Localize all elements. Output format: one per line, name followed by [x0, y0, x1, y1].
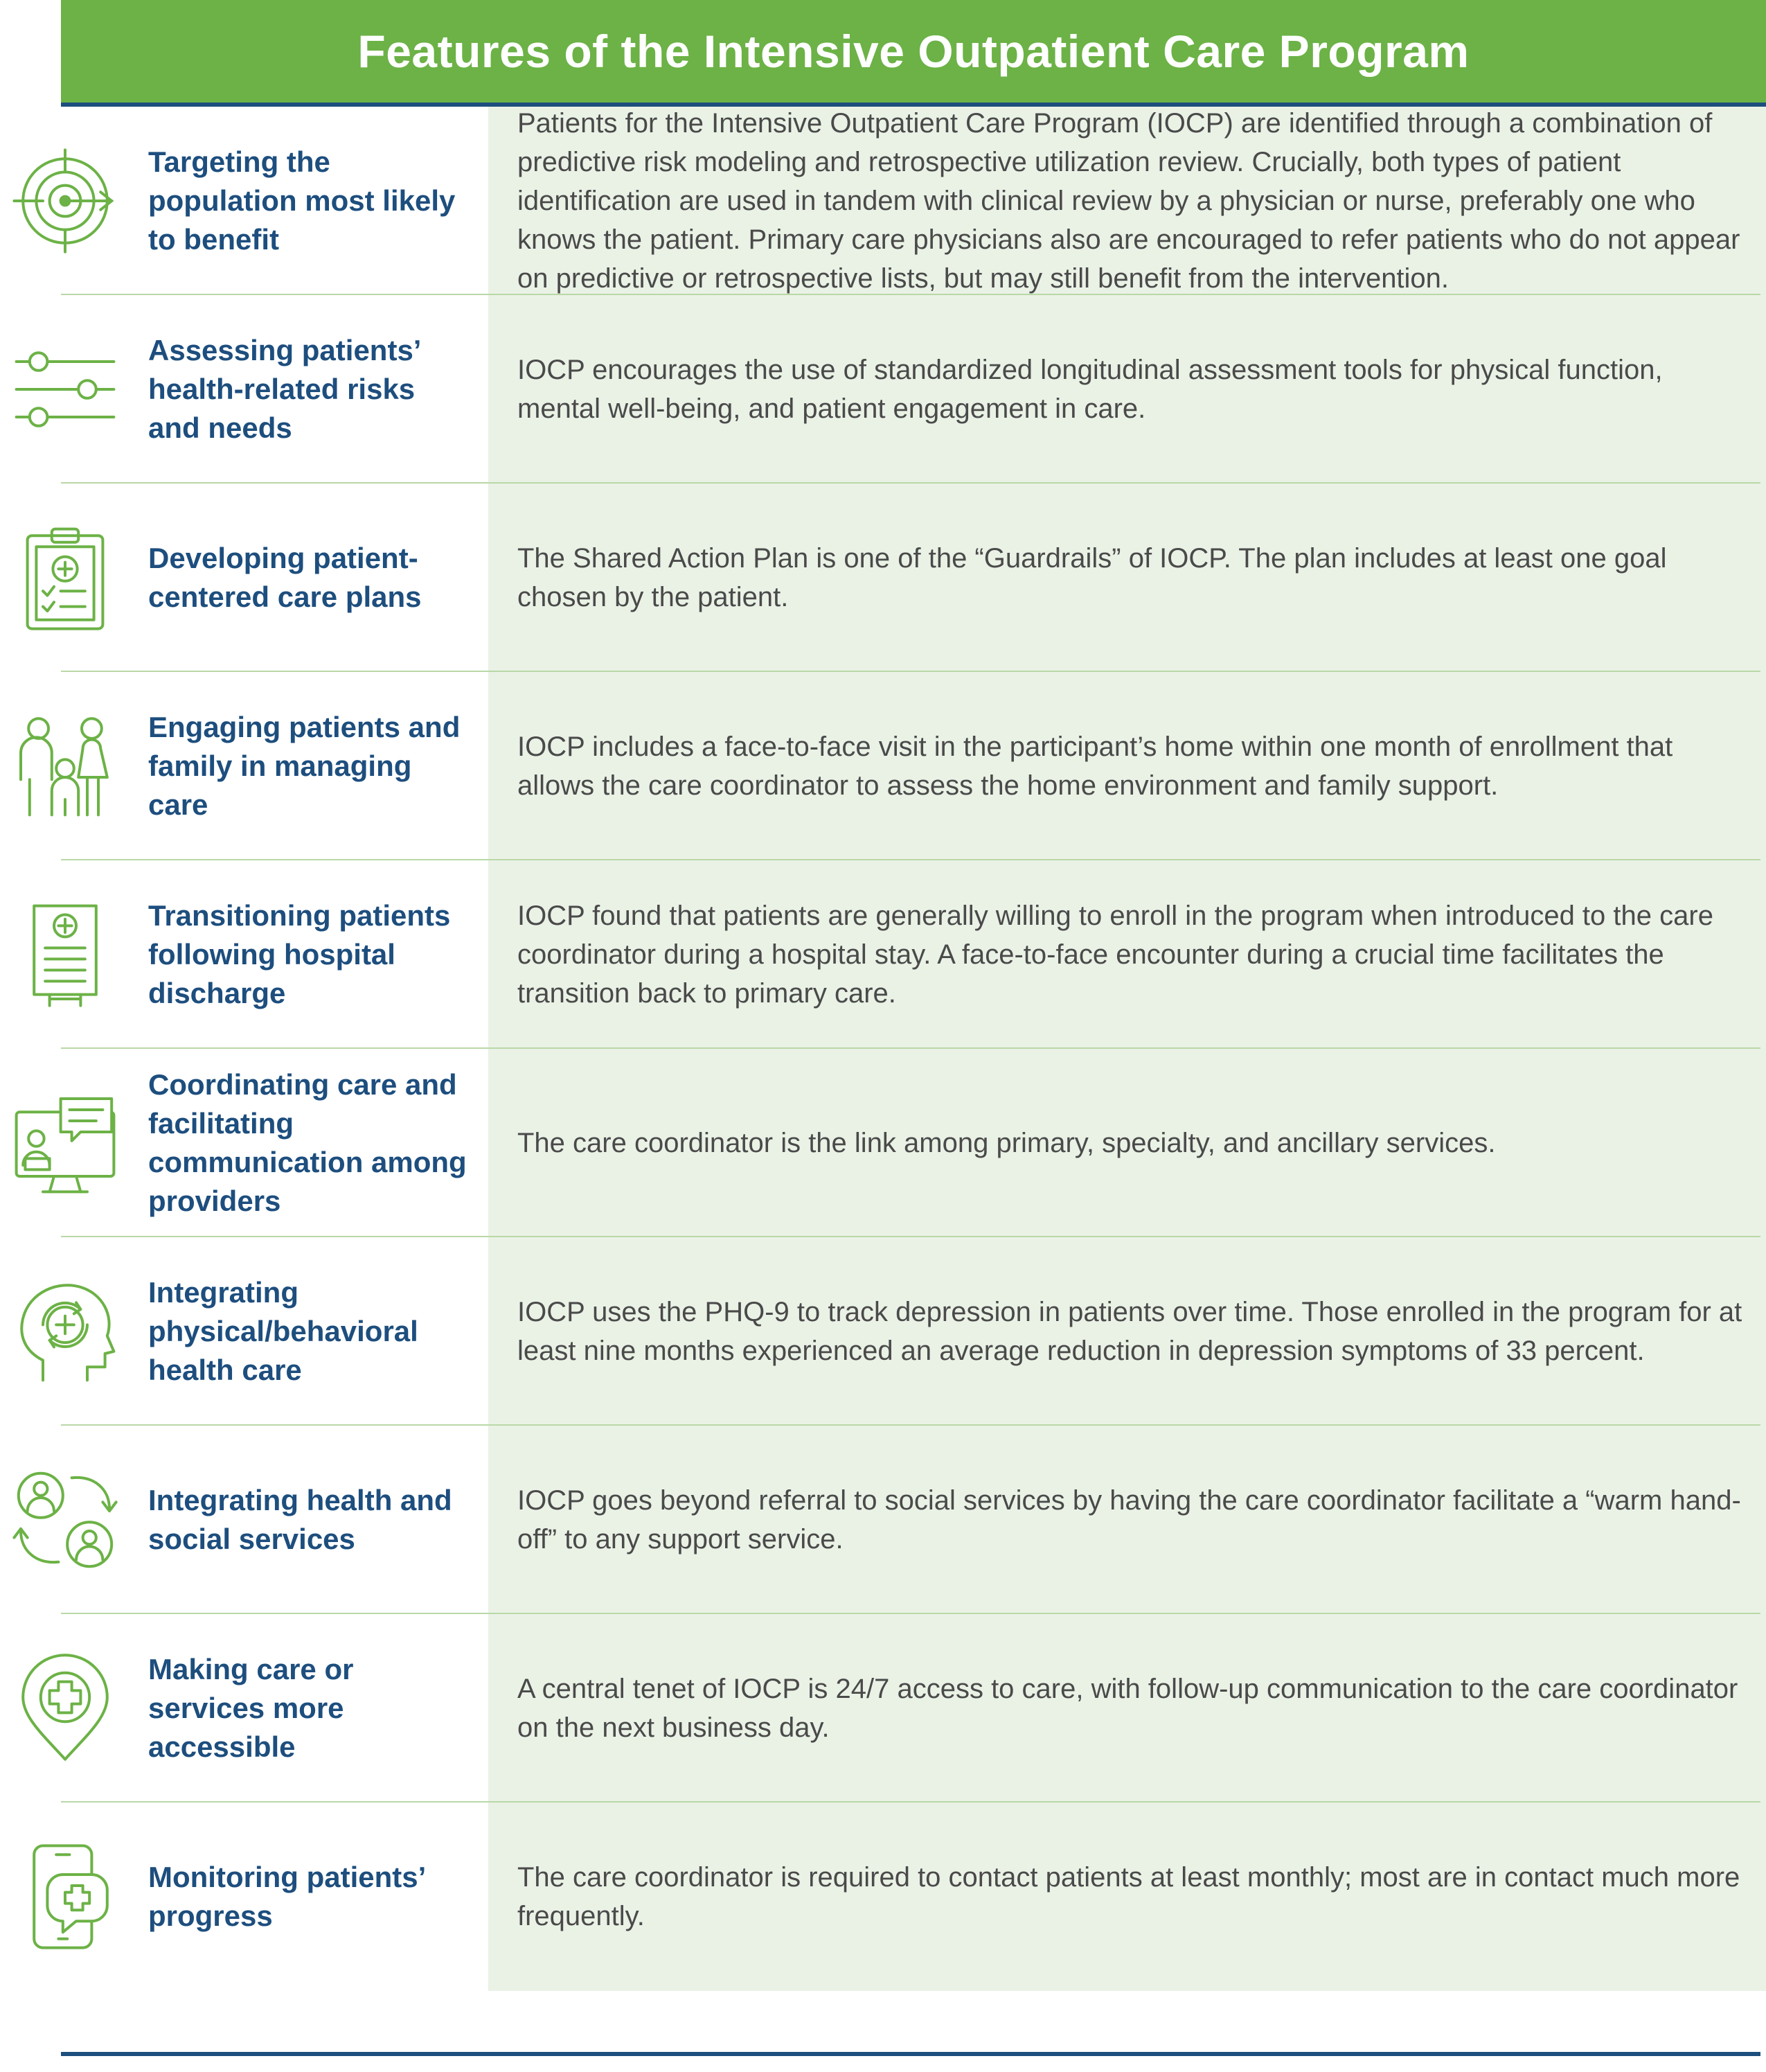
title-banner	[61, 0, 1766, 107]
feature-description: The care coordinator is the link among primary, specialty, and ancillary services.	[517, 1128, 1496, 1158]
description-cell	[488, 295, 1766, 484]
table-row	[0, 107, 1766, 295]
feature-label: Coordinating care and facilitating communication among providers	[148, 1068, 467, 1217]
feature-label: Assessing patients’ health-related risks and needs	[148, 334, 420, 444]
description-cell	[488, 484, 1766, 672]
target-icon	[10, 145, 121, 256]
monitor-chat-icon	[10, 1088, 121, 1198]
feature-description: IOCP encourages the use of standardized longitudinal assessment tools for physical function, mental well-being, and patient engagement in care.	[517, 355, 1663, 424]
table-row	[0, 1237, 1766, 1426]
feature-label: Developing patient-centered care plans	[148, 542, 422, 613]
feature-label: Engaging patients and family in managing care	[148, 711, 461, 821]
feature-cell	[0, 484, 488, 672]
feature-cell	[0, 1049, 488, 1237]
feature-description: A central tenet of IOCP is 24/7 access to care, with follow-up communication to the care coordinator on the next business day.	[517, 1674, 1738, 1743]
table-row	[0, 860, 1766, 1049]
head-plus-icon	[10, 1276, 121, 1387]
feature-description: IOCP includes a face-to-face visit in the participant’s home within one month of enrollment that allows the care coordinator to assess the home environment and family support.	[517, 732, 1673, 801]
feature-table	[0, 107, 1766, 1991]
feature-description: The care coordinator is required to contact patients at least monthly; most are in contact much more frequently.	[517, 1862, 1740, 1931]
feature-cell	[0, 860, 488, 1049]
table-row	[0, 1614, 1766, 1803]
description-cell	[488, 1049, 1766, 1237]
feature-label: Integrating physical/behavioral health care	[148, 1276, 418, 1386]
feature-cell	[0, 672, 488, 860]
feature-label: Making care or services more accessible	[148, 1653, 354, 1763]
feature-description: IOCP uses the PHQ-9 to track depression in patients over time. Those enrolled in the program for at least nine months experienced an average reduction in depression symptoms of 33 percent.	[517, 1297, 1742, 1366]
feature-description: The Shared Action Plan is one of the “Guardrails” of IOCP. The plan includes at least one goal chosen by the patient.	[517, 543, 1667, 612]
description-cell	[488, 1237, 1766, 1426]
description-cell	[488, 1803, 1766, 1991]
feature-label: Targeting the population most likely to benefit	[148, 145, 456, 256]
hospital-chart-icon	[10, 899, 121, 1010]
bottom-rule	[61, 2052, 1760, 2056]
description-cell	[488, 860, 1766, 1049]
table-row	[0, 484, 1766, 672]
feature-description: IOCP goes beyond referral to social services by having the care coordinator facilitate a “warm hand-off” to any support service.	[517, 1485, 1741, 1555]
feature-description: IOCP found that patients are generally willing to enroll in the program when introduced to the care coordinator during a hospital stay. A face-to-face encounter during a crucial time facilitates the transition back to primary care.	[517, 901, 1713, 1009]
feature-cell	[0, 1237, 488, 1426]
feature-cell	[0, 107, 488, 295]
description-cell	[488, 672, 1766, 860]
feature-cell	[0, 1614, 488, 1803]
table-row	[0, 1049, 1766, 1237]
page-title: Features of the Intensive Outpatient Care Program	[357, 26, 1470, 77]
feature-label: Transitioning patients following hospital discharge	[148, 899, 451, 1009]
people-exchange-icon	[10, 1464, 121, 1575]
feature-label: Monitoring patients’ progress	[148, 1861, 425, 1932]
phone-plus-icon	[10, 1841, 121, 1952]
description-cell	[488, 1426, 1766, 1614]
table-row	[0, 672, 1766, 860]
feature-description: Patients for the Intensive Outpatient Care Program (IOCP) are identified through a combination of predictive risk modeling and retrospective utilization review. Crucially, both types of patient identification are used in tandem with clinical review by a physician or nurse, preferably one who knows the patient. Primary care physicians also are encouraged to refer patients who do not appear on predictive or retrospective lists, but may still benefit from the intervention.	[517, 108, 1740, 294]
description-cell	[488, 107, 1766, 295]
description-cell	[488, 1614, 1766, 1803]
location-plus-icon	[10, 1653, 121, 1764]
table-row	[0, 1426, 1766, 1614]
clipboard-icon	[10, 522, 121, 633]
feature-label: Integrating health and social services	[148, 1484, 452, 1555]
table-row	[0, 1803, 1766, 1991]
feature-cell	[0, 1426, 488, 1614]
sliders-icon	[10, 334, 121, 445]
feature-cell	[0, 295, 488, 484]
table-row	[0, 295, 1766, 484]
family-icon	[10, 711, 121, 822]
feature-cell	[0, 1803, 488, 1991]
